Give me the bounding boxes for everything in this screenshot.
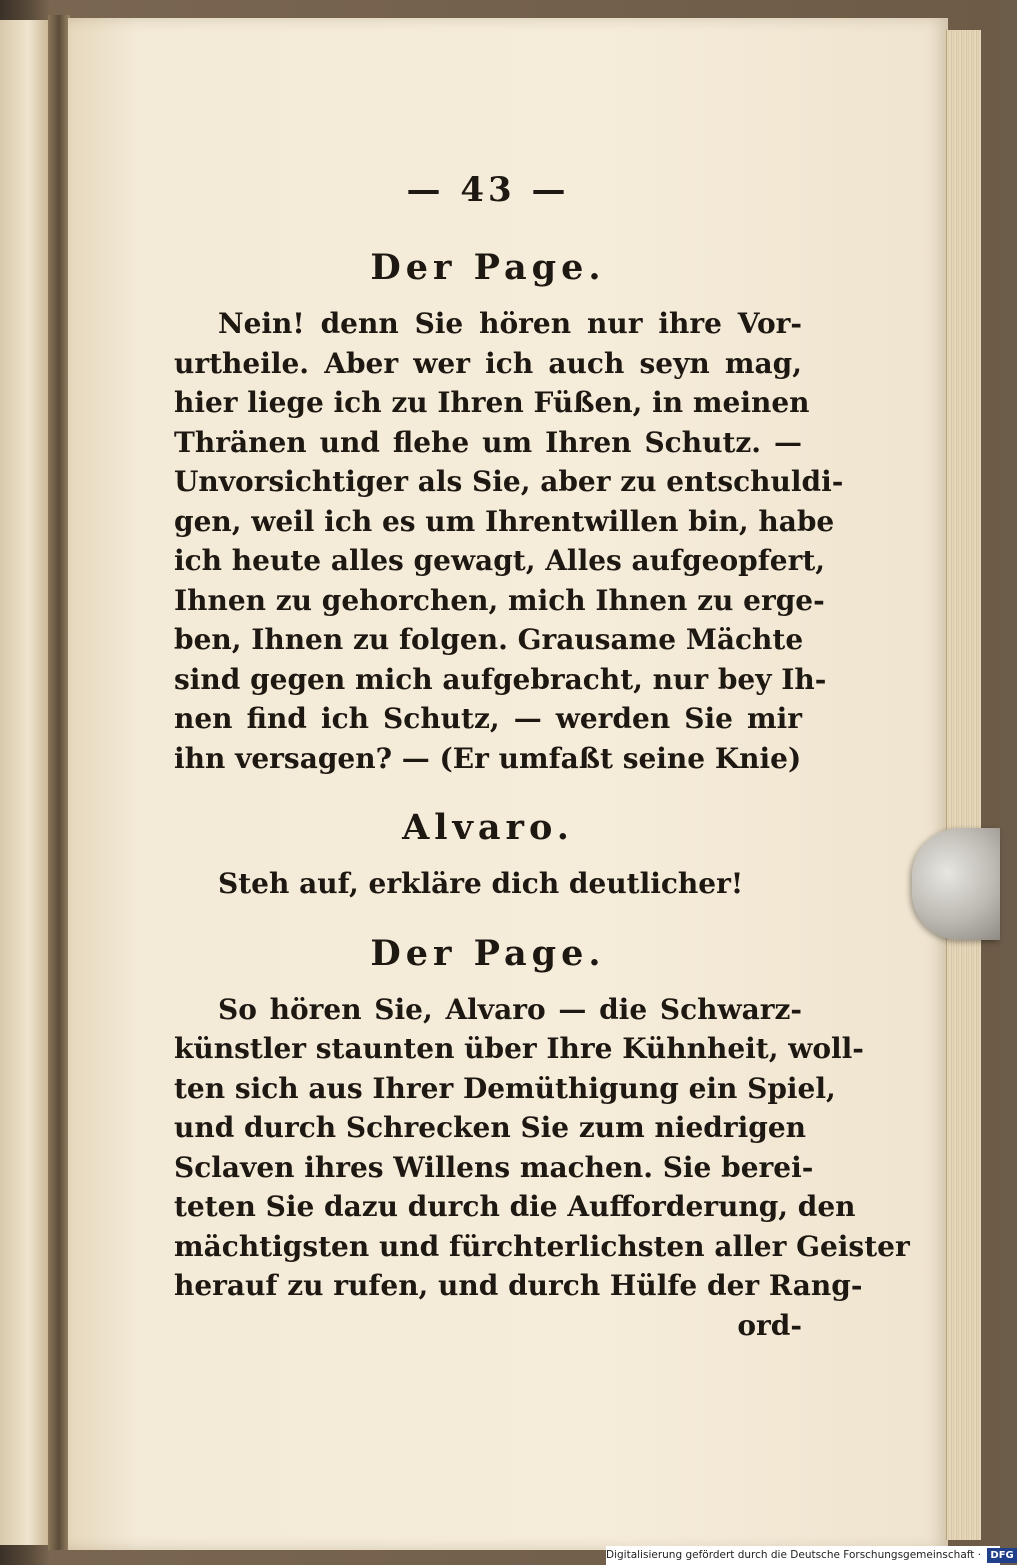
text-line: teten Sie dazu durch die Aufforderung, den: [174, 1190, 856, 1223]
text-line: herauf zu rufen, und durch Hülfe der Rang-: [174, 1269, 863, 1302]
digitization-credit: Digitalisierung gefördert durch die Deutsche Forschungsgemeinschaft · DFG: [606, 1546, 1000, 1565]
text-line: gen, weil ich es um Ihrentwillen bin, habe: [174, 504, 835, 538]
page-number: — 43 —: [406, 170, 570, 210]
credit-text: Digitalisierung gefördert durch die Deutsche Forschungsgemeinschaft: [606, 1549, 975, 1561]
page-fore-edge: [946, 30, 981, 1540]
text-line: Thränen und flehe um Ihren Schutz. —: [174, 425, 802, 459]
text-line: Ihnen zu gehorchen, mich Ihnen zu erge-: [174, 583, 825, 617]
speaker-heading: Der Page.: [370, 932, 606, 974]
page-text: [174, 168, 910, 1346]
text-line: Sclaven ihres Willens machen. Sie berei-: [174, 1150, 814, 1184]
catchword: ord-: [737, 1308, 802, 1342]
text-line: nen find ich Schutz, — werden Sie mir: [174, 702, 802, 735]
left-page-edge: [0, 20, 48, 1545]
text-line: künstler staunten über Ihre Kühnheit, woll-: [174, 1032, 864, 1065]
text-line: ten sich aus Ihrer Demüthigung ein Spiel,: [174, 1071, 836, 1105]
text-line: ich heute alles gewagt, Alles aufgeopfert,: [174, 544, 826, 577]
text-line: So hören Sie, Alvaro — die Schwarz-: [218, 992, 802, 1026]
text-line: sind gegen mich aufgebracht, nur bey Ih-: [174, 662, 827, 696]
book-gutter: [48, 15, 70, 1550]
page-clip-marker: [912, 828, 1000, 940]
text-line: urtheile. Aber wer ich auch seyn mag,: [174, 346, 802, 380]
speaker-heading: Der Page.: [370, 247, 606, 288]
text-line: Nein! denn Sie hören nur ihre Vor-: [218, 307, 802, 340]
text-line: Steh auf, erkläre dich deutlicher!: [218, 867, 744, 900]
text-line: hier liege ich zu Ihren Füßen, in meinen: [174, 386, 810, 419]
text-line: und durch Schrecken Sie zum niedrigen: [174, 1111, 807, 1144]
text-line: mächtigsten und fürchterlichsten aller Geister: [174, 1229, 910, 1263]
speaker-heading: Alvaro.: [402, 807, 574, 848]
text-line: Unvorsichtiger als Sie, aber zu entschuldi-: [174, 465, 844, 498]
text-line: ihn versagen? — (Er umfaßt seine Knie): [174, 741, 802, 775]
text-line: ben, Ihnen zu folgen. Grausame Mächte: [174, 623, 804, 656]
dfg-logo: DFG: [987, 1548, 1016, 1563]
